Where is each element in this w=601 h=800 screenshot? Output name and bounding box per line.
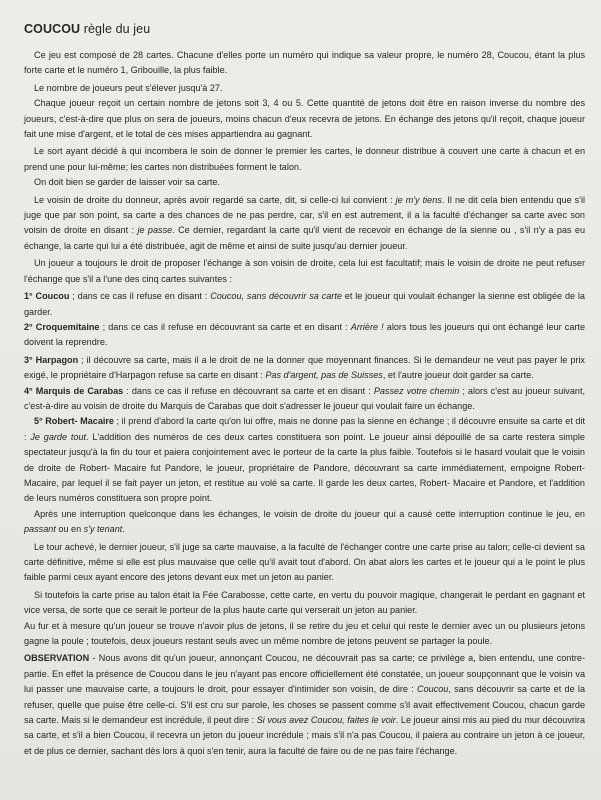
rule-robert-macaire: 5° Robert- Macaire ; il prend d'abord la carte qu'on lui offre, mais ne donne pas la sienne en échange ; il découvre ensuite sa carte et dit : Je garde tout. L'addition des numéros de ces deux cartes constituera son point. Le joueur ainsi dépouillé de sa carte restera simple spectateur jusqu'à la fin du tour et paiera conjointement avec le porteur de la carte la plus faible. Toutefois si le hasard voulait que le voisin de droite de Robert- Macaire fut Pandore, le joueur, propriétaire de Pandore, découvrant sa carte immédiatement, empoigne Robert- Macaire, par lequel il se fait payer un jeton, et restitue au volé sa carte. Il garde les deux cartes, Robert- Macaire et Pandore, et l'addition de leurs numéros constituera son propre point. <box>24 416 585 504</box>
paragraph-interruption: Après une interruption quelconque dans les échanges, le voisin de droite du joueur qui a causé cette interruption continue le jeu, en passant ou en s'y tenant. <box>24 508 585 535</box>
rule-marquis-de-carabas: 4° Marquis de Carabas : dans ce cas il refuse en découvrant sa carte et en disant : Passez votre chemin ; alors c'est au joueur suivant, c'est-à-dire au voisin de droite du Marquis de Carabas que doit s'adresser le joueur qui voulait faire un échange. <box>24 385 585 411</box>
paragraph-fee-carabosse: Si toutefois la carte prise au talon était la Fée Carabosse, cette carte, en vertu du pouvoir magique, changerait le perdant en gagnant et vice versa, de sorte que ce serait le porteur de la plus haute carte qui verserait un jeton au panier. <box>24 589 585 616</box>
paragraph-tokens: Chaque joueur reçoit un certain nombre de jetons soit 3, 4 ou 5. Cette quantité de jetons doit être en raison inverse du nombre des joueurs, c'est-à-dire que plus on sera de joueurs, moins chacun d'eux recevra de jetons. En échange des jetons qu'il reçoit, chaque joueur fait une mise d'argent, et le total de ces mises appartiendra au gagnant. <box>24 98 585 140</box>
paragraph-hide-card: On doit bien se garder de laisser voir sa carte. <box>34 177 221 188</box>
paragraph-winning: Au fur et à mesure qu'un joueur se trouve n'avoir plus de jetons, il se retire du jeu et celui qui reste le dernier avec un ou plusieurs jetons gagne la poule ; toutefois, deux joueurs restant seuls avec un même nombre de jetons peuvent se partager la poule. <box>24 620 585 647</box>
paragraph-cards: Ce jeu est composé de 28 cartes. Chacune d'elles porte un numéro qui indique sa valeur propre, le numéro 28, Coucou, étant la plus forte carte et le numéro 1, Gribouille, la plus faible. <box>24 50 585 76</box>
title-rest: règle du jeu <box>83 22 151 36</box>
title-game-name: COUCOU <box>24 22 81 36</box>
paragraph-right-neighbor: Le voisin de droite du donneur, après avoir regardé sa carte, dit, si celle-ci lui convient : je m'y tiens. Il ne dit cela bien entendu que s'il juge que par son point, sa carte a des chances de ne pas perdre, car, s'il en est autrement, il a la faculté d'échanger sa carte avec son voisin de droite en disant : je passe. Ce dernier, regardant la carte qu'il vient de recevoir en échange de la sienne ou , s'il n'y a pas eu échange, la carte qui lui a été distribuée, agit de même et ainsi de suite jusqu'au dernier joueur. <box>24 194 586 251</box>
paragraph-exchange-right: Un joueur a toujours le droit de proposer l'échange à son voisin de droite, cela lui est facultatif; mais le voisin de droite ne peut refuser l'échange que s'il a l'une des cinq cartes suivantes : <box>24 258 585 284</box>
paragraph-deal: Le sort ayant décidé à qui incombera le soin de donner le premier les cartes, le donneur distribue à couvert une carte à chacun et en prend une pour lui-même; les cartes non distribuées forment le talon. <box>24 146 585 172</box>
paragraph-players: Le nombre de joueurs peut s'élever jusqu'à 27. <box>34 82 223 93</box>
document-title <box>24 22 585 36</box>
rules-body <box>24 48 585 759</box>
paragraph-end-of-round: Le tour achevé, le dernier joueur, s'il juge sa carte mauvaise, a la faculté de l'échanger contre une carte prise au talon; celle-ci devient sa carte définitive, même si elle est plus mauvaise que celle qu'il avait tout d'abord. On abat alors les cartes et le joueur qui a le point le plus faible parmi ceux ayant encore des jetons devant eux met un jeton au panier. <box>24 541 585 583</box>
rule-croquemitaine: 2° Croquemitaine ; dans ce cas il refuse en découvrant sa carte et en disant : Arrière ! alors tous les joueurs qui ont échangé leur carte doivent la reprendre. <box>24 321 585 348</box>
rule-coucou: 1° Coucou ; dans ce cas il refuse en disant : Coucou, sans découvrir sa carte et le joueur qui voulait échanger la sienne est obligée de la garder. <box>24 291 585 317</box>
rule-harpagon: 3° Harpagon ; il découvre sa carte, mais il a le droit de ne la donner que moyennant finances. Si le demandeur ne veut pas payer le prix exigé, le propriétaire d'Harpagon refuse sa carte en disant : Pas d'argent, pas de Suisses, et l'autre joueur doit garder sa carte. <box>24 354 585 381</box>
paragraph-observation: OBSERVATION - Nous avons dit qu'un joueur, annonçant Coucou, ne découvrait pas sa carte; ce privilège a, bien entendu, une contre-partie. En effet la présence de Coucou dans le jeu n'ayant pas encore officiellement été constatée, un joueur soupçonnant que le voisin va lui passer une mauvaise carte, a toujours le droit, pour essayer d'intimider son voisin, de dire : Coucou, sans découvrir sa carte et de la refuser, quelle que puise être celle-ci. S'il est cru sur parole, les choses se passent comme s'il avait effectivement Coucou, chacun garde sa carte. Mais si le demandeur est incrédule, il peut dire : Si vous avez Coucou, faites le voir. Le joueur ainsi mis au pied du mur découvrira sa carte, et s'il a bien Coucou, il recevra un jeton du joueur incrédule ; mais s'il n'a pas Coucou, il paiera au contraire un jeton à ce joueur, et de plus ce dernier, sachant dès lors à quoi s'en tenir, aura la faculté de faire ou de ne pas faire l'échange. <box>24 653 586 756</box>
